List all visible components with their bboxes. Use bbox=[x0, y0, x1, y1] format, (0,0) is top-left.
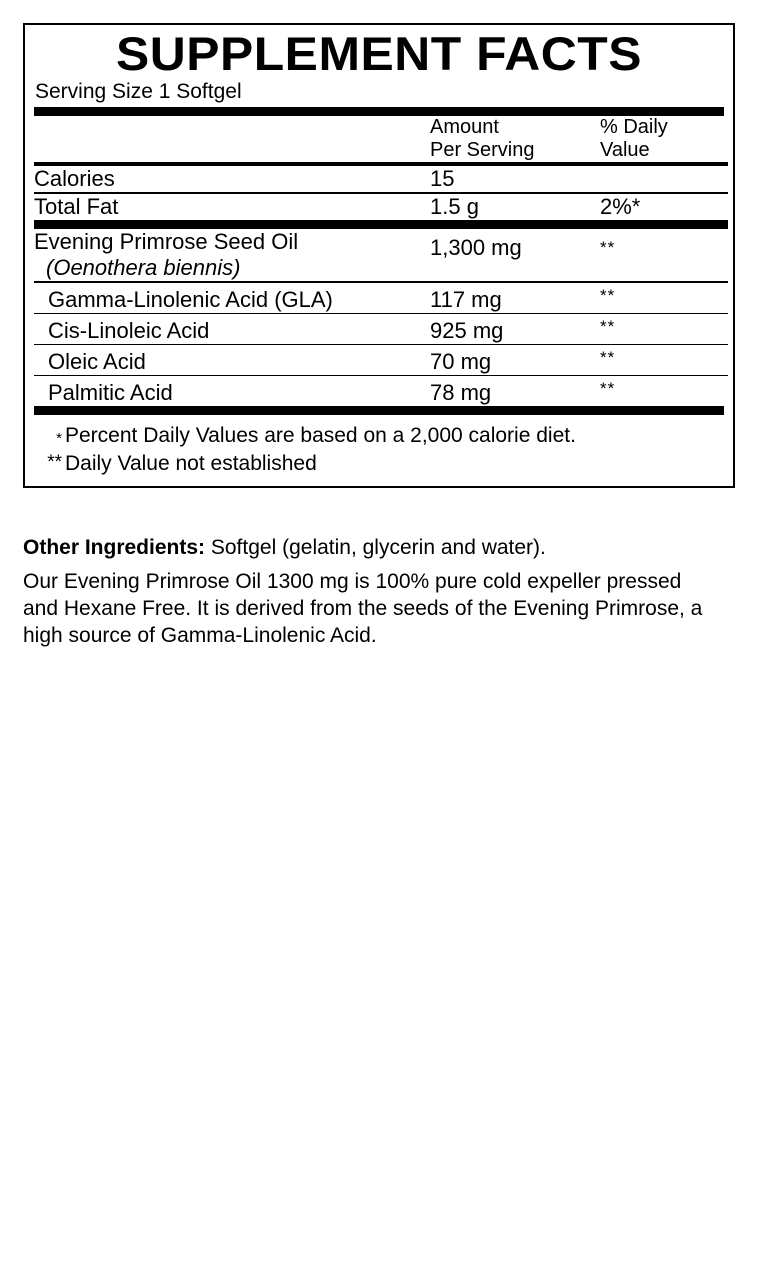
nutrition-table bbox=[34, 116, 728, 406]
dv-footnote-mark: ** bbox=[600, 286, 616, 305]
divider-row-thick bbox=[34, 220, 728, 229]
dv-footnote-mark: ** bbox=[600, 238, 616, 257]
header-amount-line2: Per Serving bbox=[430, 139, 535, 161]
table-row bbox=[34, 283, 728, 313]
row-amount: 15 bbox=[430, 166, 455, 191]
header-dv-line1: % Daily bbox=[600, 116, 668, 138]
row-amount: 1,300 mg bbox=[430, 235, 522, 260]
rule-thick bbox=[34, 220, 728, 229]
row-daily-value bbox=[600, 314, 728, 344]
dv-footnote-mark: ** bbox=[600, 317, 616, 336]
row-label: Total Fat bbox=[34, 194, 119, 219]
supplement-facts-panel bbox=[23, 23, 735, 488]
footnote-double-asterisk bbox=[34, 450, 724, 478]
row-amount: 78 mg bbox=[430, 380, 492, 405]
row-label: Calories bbox=[34, 166, 115, 191]
panel-title: SUPPLEMENT FACTS bbox=[115, 27, 643, 80]
footnote-text: Daily Value not established bbox=[65, 452, 317, 475]
row-amount: 925 mg bbox=[430, 318, 504, 343]
row-daily-value bbox=[600, 229, 728, 281]
footnotes-section bbox=[34, 415, 724, 486]
row-daily-value bbox=[600, 376, 728, 406]
other-ingredients-text: Softgel (gelatin, glycerin and water). bbox=[210, 536, 546, 559]
footnote-single-asterisk bbox=[34, 422, 724, 450]
table-row-main-ingredient bbox=[34, 229, 728, 281]
rule-above-footnotes bbox=[34, 406, 724, 415]
table-row bbox=[34, 376, 728, 406]
header-name-column bbox=[34, 116, 430, 162]
dv-footnote-mark: ** bbox=[600, 379, 616, 398]
row-label bbox=[34, 229, 430, 281]
header-daily-value bbox=[600, 116, 728, 162]
row-amount: 70 mg bbox=[430, 349, 492, 374]
header-amount-per-serving bbox=[430, 116, 600, 162]
table-header-row bbox=[34, 116, 728, 162]
footnote-mark: * bbox=[56, 430, 62, 447]
table-row bbox=[34, 345, 728, 375]
other-ingredients bbox=[23, 534, 723, 561]
row-amount: 1.5 g bbox=[430, 194, 479, 219]
row-daily-value bbox=[600, 166, 728, 192]
table-row bbox=[34, 166, 728, 192]
serving-size-text: Serving Size 1 Softgel bbox=[35, 80, 242, 103]
product-description: Our Evening Primrose Oil 1300 mg is 100% pure cold expeller pressed and Hexane Free. It is derived from the seeds of the Evening Primrose, a high source of Gamma-Linolenic Acid. bbox=[23, 570, 703, 647]
footnote-mark: ** bbox=[47, 452, 62, 473]
footnote-text: Percent Daily Values are based on a 2,000 calorie diet. bbox=[65, 424, 576, 447]
divider-cell bbox=[34, 220, 728, 229]
row-label: Oleic Acid bbox=[48, 349, 146, 374]
row-label: Cis-Linoleic Acid bbox=[48, 318, 210, 343]
main-ingredient-scientific-name: (Oenothera biennis) bbox=[46, 255, 241, 280]
row-amount: 117 mg bbox=[430, 287, 502, 312]
rule-below-serving bbox=[34, 107, 724, 116]
other-ingredients-label: Other Ingredients: bbox=[23, 536, 206, 559]
row-daily-value bbox=[600, 345, 728, 375]
main-ingredient-name: Evening Primrose Seed Oil bbox=[34, 229, 299, 254]
header-dv-line2: Value bbox=[600, 139, 650, 161]
header-amount-line1: Amount bbox=[430, 116, 499, 138]
dv-footnote-mark: ** bbox=[600, 348, 616, 367]
row-label: Gamma-Linolenic Acid (GLA) bbox=[48, 287, 333, 312]
row-daily-value: 2%* bbox=[600, 194, 641, 219]
row-daily-value bbox=[600, 283, 728, 313]
row-label: Palmitic Acid bbox=[48, 380, 173, 405]
table-row bbox=[34, 194, 728, 220]
table-row bbox=[34, 314, 728, 344]
